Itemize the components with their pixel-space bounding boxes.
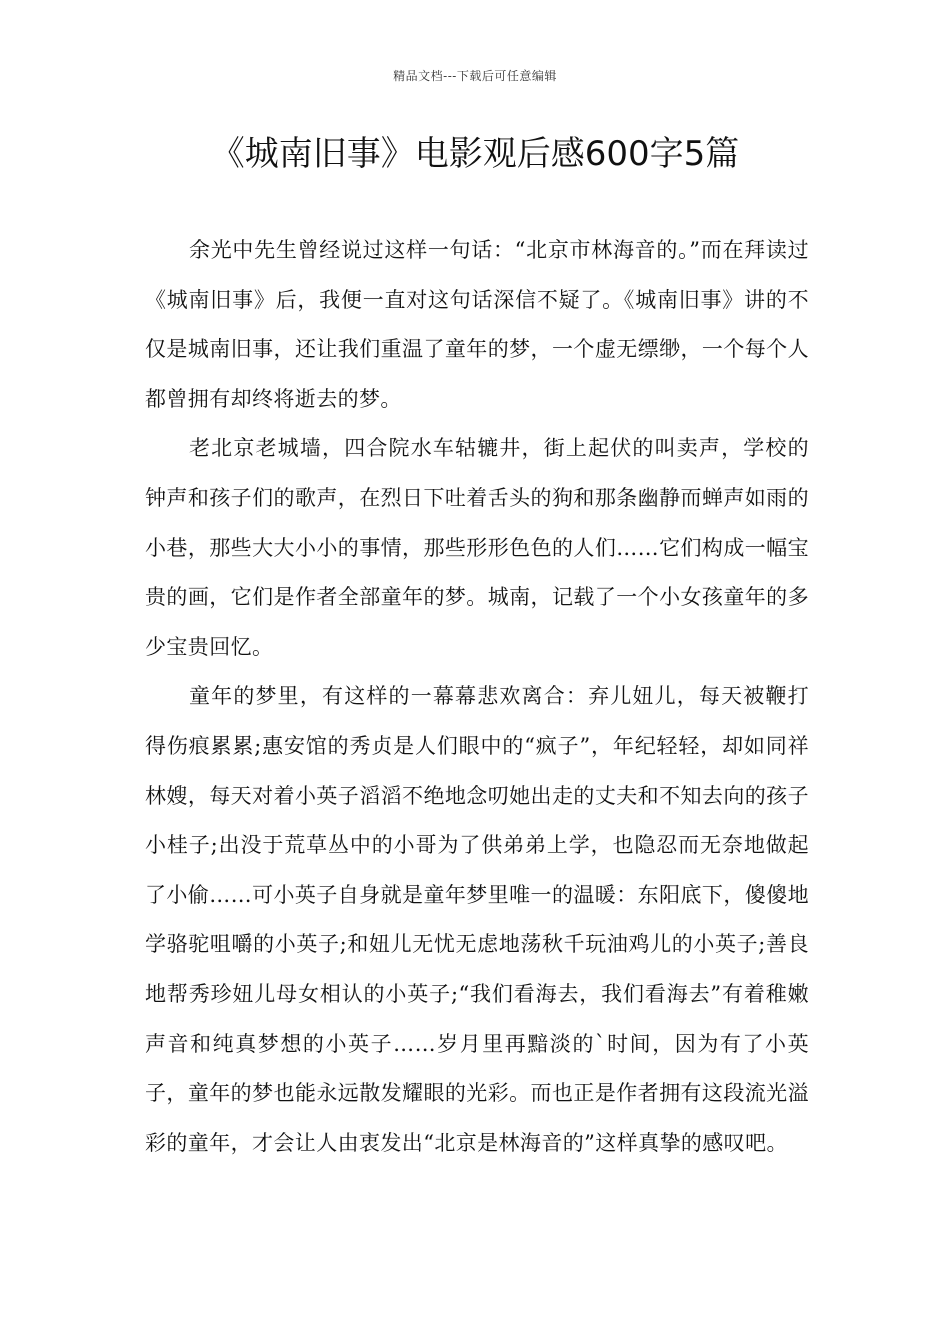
document-body: [145, 226, 809, 1168]
paragraph-3: 童年的梦里，有这样的一幕幕悲欢离合：弃儿妞儿，每天被鞭打得伤痕累累;惠安馆的秀贞是人们眼中的“疯子”，年纪轻轻，却如同祥林嫂，每天对着小英子滔滔不绝地念叨她出走的丈夫和不知去向的孩子小桂子;出没于荒草丛中的小哥为了供弟弟上学，也隐忍而无奈地做起了小偷……可小英子自身就是童年梦里唯一的温暖：东阳底下，傻傻地学骆驼咀嚼的小英子;和妞儿无忧无虑地荡秋千玩油鸡儿的小英子;善良地帮秀珍妞儿母女相认的小英子;“我们看海去，我们看海去”有着稚嫩声音和纯真梦想的小英子……岁月里再黯淡的`时间，因为有了小英子，童年的梦也能永远散发耀眼的光彩。而也正是作者拥有这段流光溢彩的童年，才会让人由衷发出“北京是林海音的”这样真挚的感叹吧。: [145, 684, 809, 1155]
paragraph-2: 老北京老城墙，四合院水车轱辘井，街上起伏的叫卖声，学校的钟声和孩子们的歌声，在烈日下吐着舌头的狗和那条幽静而蝉声如雨的小巷，那些大大小小的事情，那些形形色色的人们……它们构成一幅宝贵的画，它们是作者全部童年的梦。城南，记载了一个小女孩童年的多少宝贵回忆。: [145, 436, 809, 659]
document-title: 《城南旧事》电影观后感600字5篇: [210, 134, 740, 174]
header-note: 精品文档---下载后可任意编辑: [393, 69, 557, 83]
paragraph-1: 余光中先生曾经说过这样一句话：“北京市林海音的。”而在拜读过《城南旧事》后，我便一直对这句话深信不疑了。《城南旧事》讲的不仅是城南旧事，还让我们重温了童年的梦，一个虚无缥缈，一个每个人都曾拥有却终将逝去的梦。: [145, 238, 809, 411]
